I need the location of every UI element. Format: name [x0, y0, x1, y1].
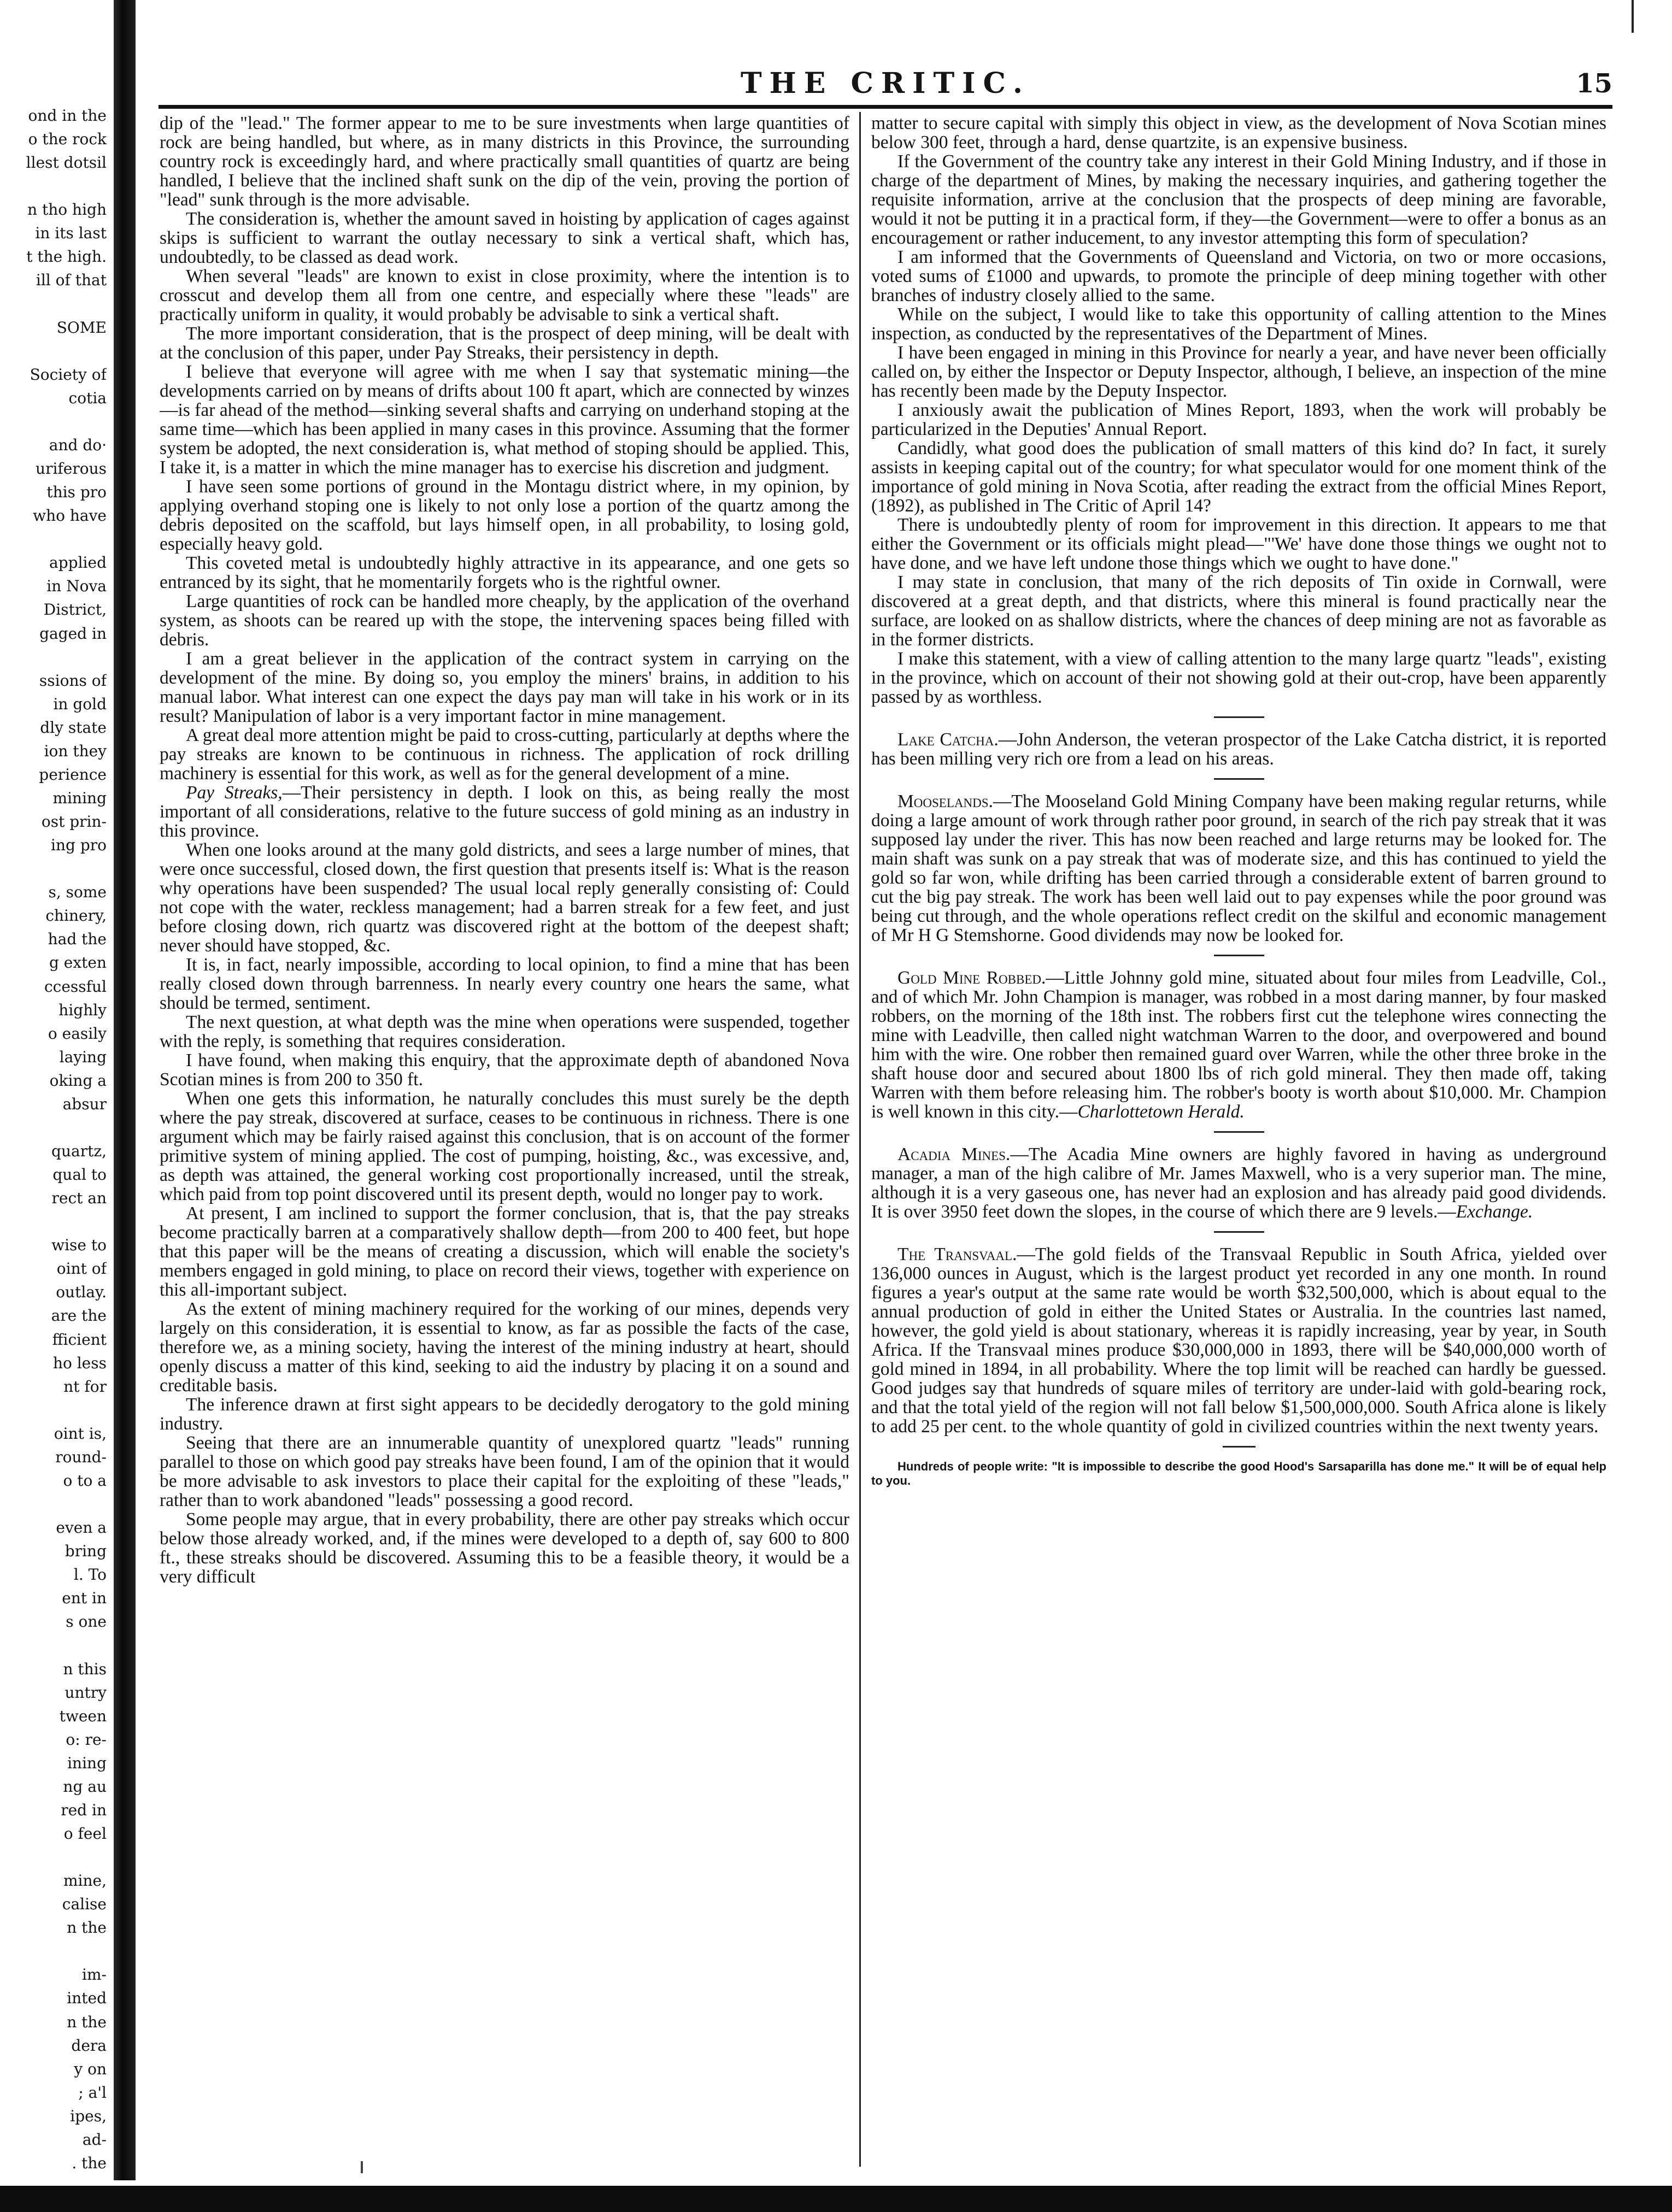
source-credit: Charlottetown Herald.: [1077, 1102, 1245, 1122]
paragraph-text: I may state in conclusion, that many of the rich deposits of Tin oxide in Cornwall, were discovered at a great depth, and that districts, where this mineral is found practically near the surface, are looked on as shallow districts, where the chances of deep mining are not as favorable as in the former districts.: [871, 572, 1606, 650]
left-column: [160, 114, 849, 2168]
prev-column-line: SOME: [56, 318, 107, 337]
prev-column-line: bring: [64, 1542, 107, 1561]
prev-column-line: in Nova: [46, 577, 107, 596]
prev-column-line: dly state: [40, 718, 107, 737]
paragraph-text: When one looks around at the many gold districts, and sees a large number of mines, that were once successful, closed down, the first question that presents itself is: What is the reason why operations have been suspended? The usual local reply generally consisting of: Could not cope with the water, reckless management; had a barren streak for a few feet, and just before closing down, rich quartz was discovered right at the bottom of the deepest shaft; never should have stopped, &c.: [160, 840, 849, 956]
prev-column-line: ion they: [44, 742, 107, 760]
article-paragraph: [871, 573, 1606, 649]
prev-column-line: n this: [63, 1660, 107, 1678]
prev-column-line: dera: [71, 2036, 107, 2055]
article-paragraph: [160, 592, 849, 649]
article-paragraph: [871, 439, 1606, 515]
paragraph-text: As the extent of mining machinery required for the working of our mines, depends very largely on this consideration, it is essential to know, as far as possible the facts of the case, therefore we, as a mining society, having the interest of the mining industry at heart, should openly discuss a matter of this kind, seeking to aid the industry by placing it on a sound and creditable basis.: [160, 1299, 849, 1396]
paragraph-text: Seeing that there are an innumerable quantity of unexplored quartz "leads" running parallel to those on which good pay streaks have been found, I am of the opinion that it would be more advisable to ask investors to place their capital for the exploiting of these "leads," rather than to work abandoned "leads" possessing a good record.: [160, 1433, 849, 1510]
column-divider: [859, 112, 861, 2167]
prev-column-line: absur: [62, 1095, 107, 1113]
article-paragraph: [160, 1089, 849, 1204]
article-paragraph: [871, 152, 1606, 248]
prev-column-line: oking a: [49, 1071, 107, 1090]
ink-mark: [361, 2161, 363, 2173]
paragraph-text: I am informed that the Governments of Queensland and Victoria, on two or more occasions, voted sums of £1000 and upwards, to promote the principle of deep mining together with other branches of industry closely allied to the same.: [871, 247, 1606, 305]
prev-column-line: cotia: [68, 389, 107, 407]
prev-column-line: l. To: [73, 1566, 107, 1584]
prev-column-line: fficient: [52, 1330, 107, 1349]
prev-column-line: outlay.: [56, 1283, 107, 1302]
paragraph-text: I believe that everyone will agree with me when I say that systematic mining—the developments carried on by means of drifts about 100 ft apart, which are connected by winzes—is far ahead of the method—sinking several shafts and carrying on underhand stoping at the same time—which has been applied in many cases in this province. Assuming that the former system be adopted, the next consideration is, what method of stoping should be applied. This, I take it, is a matter in which the mine manager has to exercise his discretion and judgment.: [160, 362, 849, 478]
prev-column-line: District,: [43, 601, 107, 619]
news-item-heading: Mooselands.: [897, 791, 993, 811]
article-paragraph: [160, 783, 849, 840]
paragraph-text: matter to secure capital with simply this object in view, as the development of Nova Scotian mines below 300 feet, through a hard, dense quartzite, is an expensive business.: [871, 114, 1606, 152]
prev-column-line: tween: [59, 1707, 107, 1725]
article-paragraph: [871, 515, 1606, 573]
paragraph-lead-italic: Pay Streaks,: [186, 783, 283, 803]
paragraph-text: —The Acadia Mine owners are highly favored in having as underground manager, a man of the high calibre of Mr. James Maxwell, who is a very superior man. The mine, although it is a very gaseous one, has never had an explosion and has already paid good dividends. It is over 3950 feet down the slopes, in the course of which there are 9 levels.—: [871, 1144, 1606, 1222]
masthead-title: THE CRITIC.: [740, 67, 1031, 100]
prev-column-line: ssions of: [39, 671, 107, 690]
prev-column-line: who have: [33, 507, 107, 525]
prev-column-line: Society of: [30, 365, 107, 384]
prev-column-line: qual to: [52, 1166, 107, 1184]
prev-column-line: ill of that: [36, 271, 107, 290]
prev-column-line: s one: [66, 1613, 107, 1631]
prev-column-line: ost prin-: [41, 813, 107, 831]
prev-column-line: ccessful: [44, 977, 107, 996]
prev-column-line: gaged in: [39, 624, 107, 643]
article-paragraph: [160, 1510, 849, 1586]
article-paragraph: [160, 114, 849, 209]
paragraph-text: The next question, at what depth was the mine when operations were suspended, together with the reply, is something that requires consideration.: [160, 1012, 849, 1051]
prev-column-line: ; a'l: [78, 2083, 107, 2102]
paragraph-text: —The Mooseland Gold Mining Company have been making regular returns, while doing a large amount of work through rather poor ground, in search of the rich pay streak that it was supposed lay under the river. This has now been reached and large returns may be looked for. The main shaft was sunk on a pay streak that was of moderate size, and this has continued to yield the gold so far won, while drifting has been carried through a considerable extent of barren ground to cut the big pay streak. The work has been well laid out to pay expenses while the poor ground was being cut through, and the whole operations reflect credit on the skilful and economic management of Mr H G Stemshorne. Good dividends may now be looked for.: [871, 791, 1606, 945]
prev-column-line: quartz,: [51, 1142, 107, 1160]
prev-column-line: oint is,: [54, 1424, 107, 1443]
prev-column-line: ng au: [63, 1777, 107, 1796]
prev-column-line: inted: [67, 1989, 107, 2008]
prev-column-line: oint of: [56, 1260, 107, 1278]
prev-column-line: perience: [39, 765, 107, 784]
paragraph-text: The consideration is, whether the amount saved in hoisting by application of cages against skips is sufficient to warrant the outlay necessary to sink a vertical shaft, which has, undoubtedly, to be classed as dead work.: [160, 209, 849, 267]
article-paragraph: [160, 267, 849, 324]
prev-column-line: and do·: [49, 436, 107, 454]
prev-column-line: im-: [82, 1966, 107, 1984]
prev-column-line: in gold: [53, 695, 107, 713]
prev-column-line: y on: [74, 2060, 107, 2078]
section-divider: [1223, 1446, 1256, 1448]
paragraph-text: I anxiously await the publication of Mines Report, 1893, when the work will probably be particularized in the Deputies' Annual Report.: [871, 400, 1606, 439]
prev-column-line: ond in the: [28, 107, 107, 125]
paragraph-text: I have seen some portions of ground in the Montagu district where, in my opinion, by applying overhand stoping one is likely to not only lose a portion of the quartz among the debris deposited on the scaffold, but lays himself open, in all probability, to losing gold, especially heavy gold.: [160, 476, 849, 554]
paragraph-text: dip of the "lead." The former appear to me to be sure investments when large quantities of rock are being handled, but where, as in many districts in this Province, the surrounding country rock is exceedingly hard, and where practically small quantities of quartz are being handled, I believe that the inclined shaft sunk on the dip of the vein, proving the portion of "lead" sunk through is the more advisable.: [160, 114, 849, 210]
paragraph-text: If the Government of the country take any interest in their Gold Mining Industry, and if those in charge of the department of Mines, by making the necessary inquiries, and gathering together the requisite information, arrive at the conclusion that the prospects of deep mining are favorable, would it not be putting it in a practical form, if they—the Government—were to offer a bonus as an encouragement or rather inducement, to any investor attempting this form of speculation?: [871, 151, 1606, 248]
paragraph-text: I have been engaged in mining in this Province for nearly a year, and have never been officially called on, by either the Inspector or Deputy Inspector, although, I believe, an inspection of the mine has recently been made by the Deputy Inspector.: [871, 343, 1606, 401]
article-paragraph: [160, 955, 849, 1013]
paragraph-text: When one gets this information, he naturally concludes this must surely be the depth where the pay streak, discovered at surface, ceases to be continuous in richness. There is one argument which may be fairly raised against this conclusion, that is on account of the former primitive system of mining applied. The cost of pumping, hoisting, &c., was excessive, and, as depth was attained, the general working cost proportionally increased, until the streak, which paid from top point discovered until its present depth, would no longer pay to work.: [160, 1089, 849, 1204]
paragraph-text: A great deal more attention might be paid to cross-cutting, particularly at depths where the pay streaks are known to be continuous in richness. The application of rock drilling machinery is essential for this work, as well as for the general development of a mine.: [160, 725, 849, 784]
prev-column-line: chinery,: [45, 907, 107, 925]
prev-column-line: rect an: [51, 1189, 107, 1208]
section-divider: [1214, 716, 1264, 718]
paragraph-text: This coveted metal is undoubtedly highly attractive in its appearance, and one gets so entranced by its sight, that he momentarily forgets who is the rightful owner.: [160, 553, 849, 592]
article-paragraph: [160, 726, 849, 783]
article-paragraph: [160, 362, 849, 477]
paragraph-text: I am a great believer in the application of the contract system in carrying on the development of the mine. By doing so, you employ the miners' brains, in addition to his manual labor. What interest can one expect the days pay man will take in his work or in its result? Manipulation of labor is a very important factor in mine management.: [160, 649, 849, 726]
article-paragraph: [160, 1204, 849, 1299]
article-paragraph: [871, 792, 1606, 945]
prev-column-line: wise to: [51, 1236, 107, 1255]
article-paragraph: [871, 730, 1606, 768]
prev-column-line: llest dotsil: [26, 154, 107, 172]
prev-column-line: uriferous: [36, 460, 107, 478]
news-item-heading: Lake Catcha.: [897, 730, 999, 750]
advertisement-note: Hundreds of people write: "It is impossible to describe the good Hood's Sarsaparilla has done me." It will be of equal help to you.: [871, 1460, 1606, 1487]
prev-column-line: applied: [49, 554, 107, 572]
source-credit: Exchange.: [1456, 1202, 1533, 1222]
previous-page-column-fragment: [0, 107, 109, 2178]
paragraph-text: —The gold fields of the Transvaal Republic in South Africa, yielded over 136,000 ounces in August, which is the largest product yet recorded in any one month. In round figures a year's output at the same rate would be worth $32,500,000, which is about equal to the annual production of gold in either the United States or Australia. In the countries last named, however, the gold yield is about stationary, whereas it is rapidly increasing, year by year, in South Africa. If the Transvaal mines produce $30,000,000 in 1893, there will be $40,000,000 worth of gold mined in 1894, in all probability. Where the top limit will be reached can hardly be guessed. Good judges say that hundreds of square miles of territory are under-laid with gold-bearing rock, and that the total yield of the region will not fall below $1,500,000,000. South Africa alone is likely to add 25 per cent. to the whole quantity of gold in civilized countries within the next twenty years.: [871, 1244, 1606, 1437]
prev-column-line: o the rock: [28, 130, 107, 149]
prev-column-line: laying: [59, 1048, 107, 1066]
top-corner-mark: [1632, 0, 1672, 33]
prev-column-line: ipes,: [70, 2107, 107, 2125]
section-divider: [1214, 1131, 1264, 1133]
section-divider: [1214, 1231, 1264, 1233]
section-divider: [1214, 778, 1264, 780]
prev-column-line: in its last: [35, 224, 107, 243]
prev-column-line: even a: [56, 1519, 107, 1537]
prev-column-line: o: re-: [66, 1730, 107, 1749]
news-item-heading: The Transvaal.: [897, 1244, 1017, 1264]
article-paragraph: [160, 840, 849, 955]
paragraph-text: I make this statement, with a view of calling attention to the many large quartz "leads", existing in the province, which on account of their not showing gold at their out-crop, have been apparently passed by as worthless.: [871, 649, 1606, 707]
paragraph-text: —John Anderson, the veteran prospector of the Lake Catcha district, it is reported has been milling very rich ore from a lead on his areas.: [871, 730, 1606, 769]
paragraph-text: There is undoubtedly plenty of room for improvement in this direction. It appears to me that either the Government or its officials might plead—"'We' have done those things we ought not to have done, and we have left undone those things which we ought to have done.": [871, 515, 1606, 573]
page-header: [159, 64, 1612, 103]
prev-column-line: nt for: [63, 1377, 107, 1396]
paragraph-text: While on the subject, I would like to take this opportunity of calling attention to the Mines inspection, as conducted by the representatives of the Department of Mines.: [871, 304, 1606, 344]
article-paragraph: [160, 209, 849, 267]
article-paragraph: [160, 1299, 849, 1395]
prev-column-line: ing pro: [51, 836, 107, 855]
binding-gutter: [114, 0, 136, 2180]
article-paragraph: [871, 401, 1606, 439]
prev-column-line: untry: [64, 1683, 107, 1702]
article-paragraph: [871, 343, 1606, 401]
prev-column-line: o easily: [48, 1024, 107, 1043]
prev-column-line: round-: [55, 1448, 107, 1466]
paragraph-text: At present, I am inclined to support the former conclusion, that is, that the pay streaks become practically barren at a comparatively shallow depth—from 200 to 400 feet, but hope that this paper will be the means of creating a discussion, which will enable the society's members engaged in gold mining, to place on record their views, together with experience on this all-important subject.: [160, 1203, 849, 1300]
prev-column-line: had the: [48, 930, 107, 949]
article-paragraph: [160, 324, 849, 362]
page-number: 15: [1576, 68, 1612, 99]
paragraph-text: Candidly, what good does the publication of small matters of this kind do? In fact, it surely assists in keeping capital out of the country; for what speculator would for one moment think of the importance of gold mining in Nova Scotia, after reading the extract from the official Mines Report, (1892), as published in The Critic of April 14?: [871, 438, 1606, 516]
paragraph-text: The more important consideration, that is the prospect of deep mining, will be dealt with at the conclusion of this paper, under Pay Streaks, their persistency in depth.: [160, 323, 849, 363]
paragraph-text: Large quantities of rock can be handled more cheaply, by the application of the overhand system, as shoots can be reared up with the stope, the intervening spaces being filled with debris.: [160, 591, 849, 650]
prev-column-line: calise: [62, 1895, 107, 1914]
prev-column-line: n the: [67, 1919, 107, 1937]
paragraph-text: The inference drawn at first sight appears to be decidedly derogatory to the gold mining industry.: [160, 1395, 849, 1434]
article-paragraph: [160, 554, 849, 592]
article-paragraph: [871, 1145, 1606, 1221]
article-paragraph: [160, 649, 849, 726]
paragraph-text: I have found, when making this enquiry, that the approximate depth of abandoned Nova Scotian mines is from 200 to 350 ft.: [160, 1050, 849, 1090]
prev-column-line: . the: [72, 2154, 107, 2172]
article-paragraph: [160, 1051, 849, 1089]
header-rule: [159, 105, 1612, 109]
prev-column-line: ho less: [52, 1354, 107, 1372]
prev-column-line: mining: [52, 789, 107, 807]
prev-column-line: this pro: [46, 483, 107, 502]
news-item-heading: Acadia Mines.: [897, 1144, 1011, 1164]
paragraph-text: Some people may argue, that in every probability, there are other pay streaks which occur below those already worked, and, if the mines were developed to a depth of, say 600 to 800 ft., these streaks should be discovered. Assuming this to be a feasible theory, it would be a very difficult: [160, 1509, 849, 1587]
prev-column-line: t the high.: [26, 248, 107, 266]
prev-column-line: highly: [58, 1001, 107, 1019]
prev-column-line: n the: [67, 2013, 107, 2031]
article-paragraph: [871, 305, 1606, 343]
section-divider: [1214, 955, 1264, 956]
paragraph-text: —Their persistency in depth. I look on this, as being really the most important of all considerations, relative to the future success of gold mining as an industry in this province.: [160, 783, 849, 841]
prev-column-line: red in: [61, 1801, 107, 1819]
prev-column-line: g exten: [49, 954, 107, 972]
paragraph-text: When several "leads" are known to exist in close proximity, where the intention is to crosscut and develop them all from one centre, and especially where these "leads" are practically uniform in quality, it would probably be advisable to sink a vertical shaft.: [160, 266, 849, 325]
news-item-heading: Gold Mine Robbed.: [897, 968, 1046, 988]
paragraph-text: —Little Johnny gold mine, situated about four miles from Leadville, Col., and of which Mr. John Champion is manager, was robbed in a most daring manner, by four masked robbers, on the morning of the 18th inst. The robbers first cut the telephone wires connecting the mine with Leadville, then called night watchman Warren to the door, and overpowered and bound him with the wire. One robber then remained guard over Warren, while the other three broke in the shaft house door and secured about 1800 lbs of rich gold mineral. They then made off, taking Warren with them before releasing him. The robber's booty is worth about $10,000. Mr. Champion is well known in this city.—: [871, 968, 1606, 1122]
article-paragraph: [160, 1013, 849, 1051]
article-paragraph: [871, 114, 1606, 152]
article-paragraph: [160, 477, 849, 554]
article-paragraph: [160, 1433, 849, 1510]
bottom-edge-bar: [0, 2186, 1672, 2212]
prev-column-line: s, some: [48, 883, 107, 902]
prev-column-line: o to a: [63, 1471, 107, 1490]
prev-column-line: ad-: [82, 2130, 107, 2149]
prev-column-line: ining: [67, 1754, 107, 1772]
article-paragraph: [871, 649, 1606, 707]
prev-column-line: ent in: [62, 1589, 107, 1608]
prev-column-line: n tho high: [27, 201, 107, 219]
article-paragraph: [871, 248, 1606, 305]
article-paragraph: [871, 968, 1606, 1121]
paragraph-text: It is, in fact, nearly impossible, according to local opinion, to find a mine that has been really closed down through barrenness. In nearly every country one hears the same, what should be termed, sentiment.: [160, 955, 849, 1013]
article-paragraph: [871, 1245, 1606, 1436]
prev-column-line: o feel: [63, 1824, 107, 1843]
prev-column-line: mine,: [63, 1872, 107, 1890]
article-paragraph: [160, 1395, 849, 1433]
right-column: [871, 114, 1606, 2168]
prev-column-line: are the: [51, 1307, 107, 1325]
